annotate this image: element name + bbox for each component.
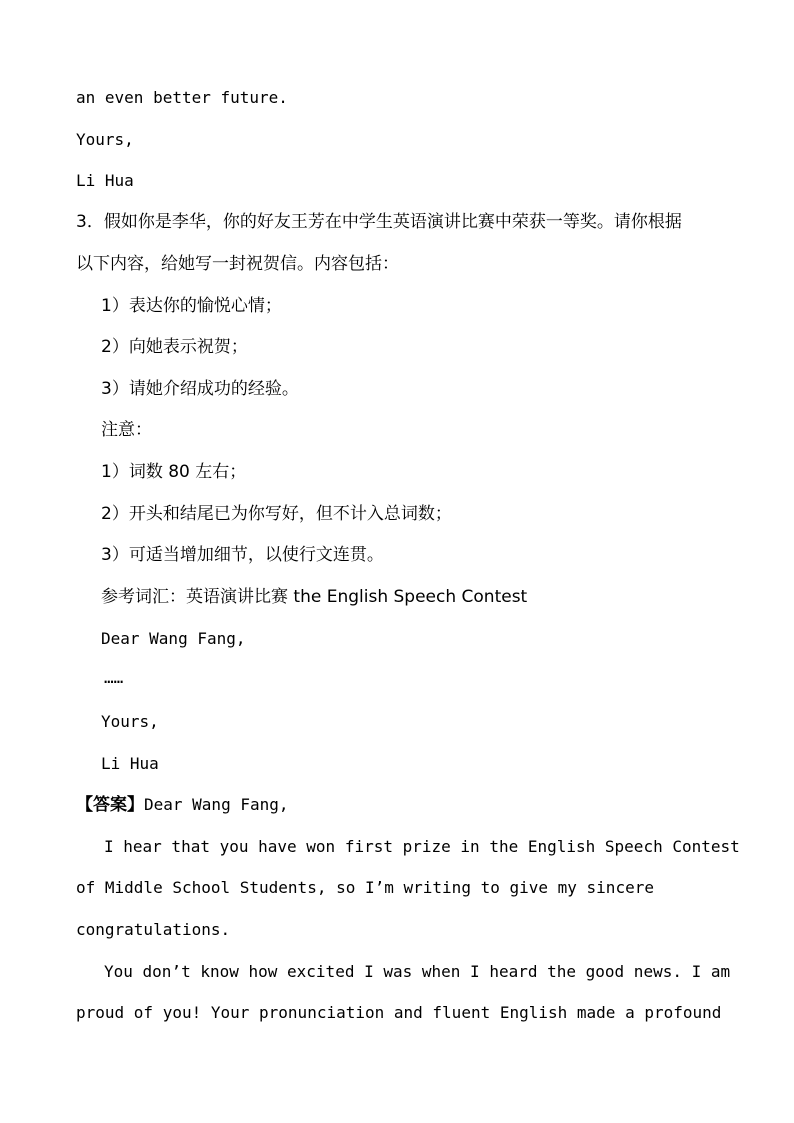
prev-letter-signature: Li Hua <box>76 171 134 190</box>
question-signature: Li Hua <box>101 754 159 773</box>
question-ellipsis: …… <box>104 668 124 687</box>
question-point: 3）请她介绍成功的经验。 <box>101 379 299 399</box>
question-greeting: Dear Wang Fang, <box>101 629 246 648</box>
note-item: 3）可适当增加细节，以使行文连贯。 <box>101 545 384 565</box>
note-item: 1）词数 80 左右； <box>101 462 247 482</box>
question-line-1: 3．假如你是李华，你的好友王芳在中学生英语演讲比赛中荣获一等奖。请你根据 <box>76 212 682 232</box>
prev-letter-closing: Yours, <box>76 130 134 149</box>
question-point: 2）向她表示祝贺； <box>101 337 248 357</box>
prev-letter-line: an even better future. <box>76 88 288 107</box>
note-label: 注意： <box>101 420 152 440</box>
question-line-2: 以下内容，给她写一封祝贺信。内容包括： <box>76 254 399 274</box>
answer-tag: 【答案】 <box>76 795 144 815</box>
answer-line: I hear that you have won first prize in the English Speech Contest <box>104 837 740 856</box>
question-point: 1）表达你的愉悦心情； <box>101 296 282 316</box>
question-closing: Yours, <box>101 712 159 731</box>
answer-line: congratulations. <box>76 920 231 939</box>
vocab-line: 参考词汇：英语演讲比赛 the English Speech Contest <box>101 587 528 607</box>
answer-line: of Middle School Students, so I’m writing to give my sincere <box>76 878 654 897</box>
answer-line: You don’t know how excited I was when I heard the good news. I am <box>104 962 731 981</box>
note-item: 2）开头和结尾已为你写好，但不计入总词数； <box>101 504 452 524</box>
answer-line: proud of you! Your pronunciation and fluent English made a profound <box>76 1003 722 1022</box>
answer-greeting: Dear Wang Fang, <box>144 795 289 814</box>
answer-header <box>76 793 289 817</box>
